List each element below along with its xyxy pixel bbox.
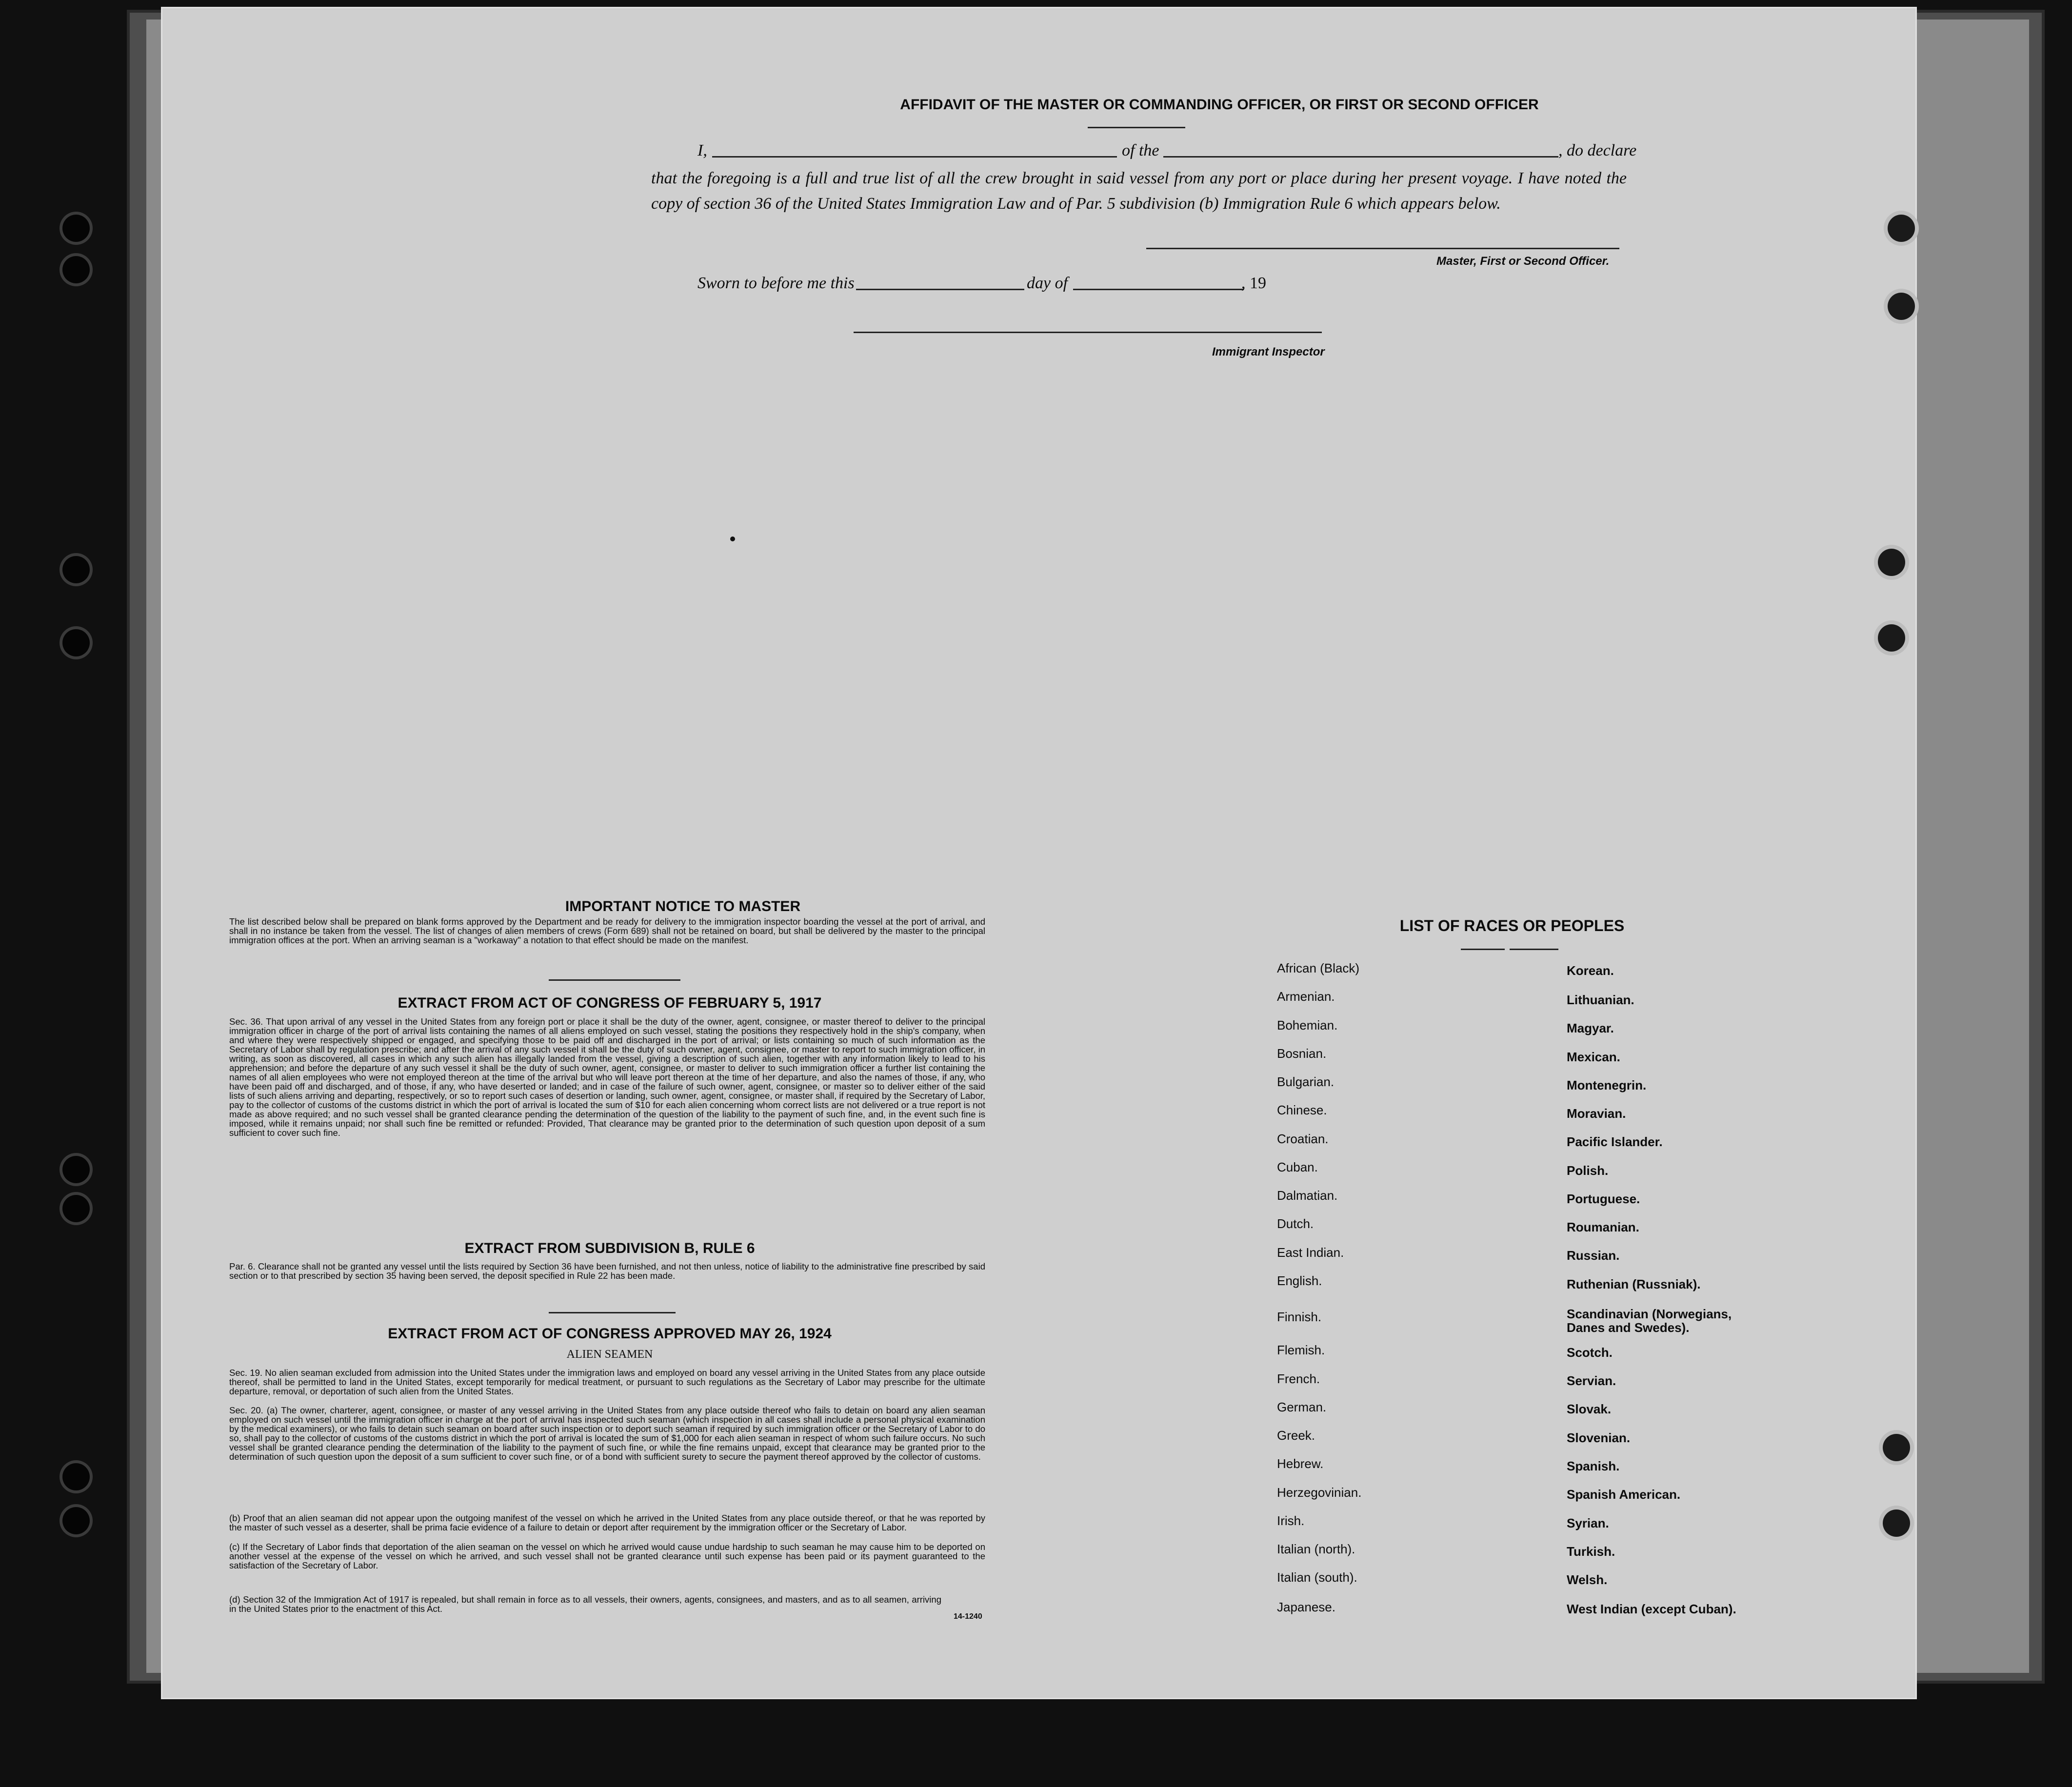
extract-rule6-title: EXTRACT FROM SUBDIVISION B, RULE 6	[464, 1240, 755, 1256]
race-item: Pacific Islander.	[1567, 1134, 1663, 1149]
race-item: Scotch.	[1567, 1345, 1613, 1360]
race-item: East Indian.	[1277, 1245, 1344, 1260]
inspector-signature-line[interactable]	[854, 332, 1322, 333]
extract-1917-title: EXTRACT FROM ACT OF CONGRESS OF FEBRUARY 5, 1917	[398, 995, 822, 1011]
extract-1924-sec20c: (c) If the Secretary of Labor finds that deportation of the alien seaman on the vessel on which he arrived would cause undue hardship to such seaman he may cause him to be deported on another vessel at the expense of the vessel on which he arrived, and such vessel shall not be granted clearance until such expense has been paid or its payment guaranteed to the satisfaction of the Secretary of Labor.	[229, 1542, 985, 1570]
sworn-month-blank[interactable]	[1073, 289, 1244, 290]
extract-1924-sec19: Sec. 19. No alien seaman excluded from admission into the United States under the immigration laws and employed on board any vessel arriving in the United States from any place outside thereof, shall be permitted to land in the United States, except temporarily for medical treatment, or pursuant to such regulations as the Secretary of Labor may prescribe for the ultimate departure, removal, or deportation of such alien from the United States.	[229, 1368, 985, 1396]
sworn-day-label: day of	[1027, 274, 1068, 292]
race-item: Montenegrin.	[1567, 1078, 1647, 1092]
affidavit-of-label: of the	[1122, 141, 1159, 159]
race-item: Bosnian.	[1277, 1046, 1327, 1061]
binder-hole	[1878, 624, 1905, 652]
binder-hole	[1888, 293, 1915, 320]
extract-1924-title: EXTRACT FROM ACT OF CONGRESS APPROVED MAY 26, 1924	[388, 1326, 832, 1342]
sworn-date-blank[interactable]	[856, 289, 1024, 290]
race-item: Italian (south).	[1277, 1570, 1357, 1585]
race-item: Slovenian.	[1567, 1430, 1631, 1445]
divider	[1461, 949, 1505, 950]
affidavit-paragraph: that the foregoing is a full and true list of all the crew brought in said vessel from any port or place during her present voyage. I have noted the copy of section 36 of the United States Immigration Law and of Par. 5 subdivision (b) Immigration Rule 6 which appears below.	[651, 169, 1627, 213]
divider	[549, 1312, 676, 1313]
binder-hole	[1883, 1434, 1910, 1461]
ink-dot	[730, 536, 735, 541]
race-item: Roumanian.	[1567, 1220, 1639, 1234]
race-item: Polish.	[1567, 1163, 1609, 1178]
binder-hole	[62, 215, 90, 242]
race-item: Bohemian.	[1277, 1018, 1338, 1032]
binder-hole	[62, 1156, 90, 1183]
race-item: Dalmatian.	[1277, 1188, 1338, 1203]
race-item: Dutch.	[1277, 1216, 1314, 1231]
divider	[1510, 949, 1558, 950]
race-item: French.	[1277, 1371, 1320, 1386]
race-item: Chinese.	[1277, 1103, 1327, 1117]
race-item: Cuban.	[1277, 1160, 1318, 1174]
binder-hole	[1888, 215, 1915, 242]
race-item: Mexican.	[1567, 1050, 1620, 1064]
officer-signature-label: Master, First or Second Officer.	[1436, 255, 1610, 268]
extract-1924-subtitle: ALIEN SEAMEN	[566, 1348, 653, 1361]
race-item: Moravian.	[1567, 1106, 1626, 1121]
binder-hole	[62, 1507, 90, 1534]
race-item: Lithuanian.	[1567, 993, 1634, 1007]
race-item: Russian.	[1567, 1248, 1620, 1263]
race-item: Korean.	[1567, 963, 1614, 978]
officer-signature-line[interactable]	[1146, 248, 1619, 249]
divider	[549, 979, 680, 981]
sworn-label: Sworn to before me this	[697, 274, 855, 292]
race-item: West Indian (except Cuban).	[1567, 1602, 1736, 1616]
extract-1924-sec20b: (b) Proof that an alien seaman did not appear upon the outgoing manifest of the vessel on which he arrived in the United States from any place outside thereof, or that he was reported by the master of such vessel as a deserter, shall be prima facie evidence of a failure to detain or deport after requirement by the immigration officer or the Secretary of Labor.	[229, 1513, 985, 1532]
race-item: Hebrew.	[1277, 1456, 1324, 1471]
extract-1917-body: Sec. 36. That upon arrival of any vessel in the United States from any foreign port or place it shall be the duty of the owner, agent, consignee, or master thereof to deliver to the principal immigration officer in charge of the port of arrival lists containing the names of all aliens employed on such vessel, stating the positions they respectively hold in the ship's company, when and where they were respectively shipped or engaged, and specifying those to be paid off and discharged in the port of arrival; or lists containing so much of such information as the Secretary of Labor shall by regulation prescribe; and after the arrival of any such vessel it shall be the duty of such owner, agent, consignee, or master to report to such immigration officer, in writing, as soon as discovered, all cases in which any such alien has illegally landed from the vessel, giving a description of such alien, together with any information likely to lead to his apprehension; and before the departure of any such vessel it shall be the duty of such owner, agent, consignee, or master to deliver to such immigration officer a further list containing the names of all alien employees who were not employed thereon at the time of the arrival but who will leave port thereon at the time of her departure, and also the names of those, if any, who have been paid off and discharged, and of those, if any, who have deserted or landed; and in case of the failure of such owner, agent, consignee, or master so to deliver either of the said lists of such aliens arriving and departing, respectively, or so to report such cases of desertion or landing, such owner, agent, consignee, or master shall, if required by the Secretary of Labor, pay to the collector of customs of the customs district in which the port of arrival is located the sum of $10 for each alien concerning whom correct lists are not delivered or a true report is not made as above required; and no such vessel shall be granted clearance pending the determination of the question of the liability to the payment of such fine, and, in the event such fine is imposed, while it remains unpaid; nor shall such fine be remitted or refunded: Provided, That clearance may be granted prior to the determination of such question upon deposit of a sum sufficient to cover such fine.	[229, 1016, 985, 1138]
extract-1924-sec20a: Sec. 20. (a) The owner, charterer, agent, consignee, or master of any vessel arriving in the United States from any place outside thereof who fails to detain on board any alien seaman employed on such vessel until the immigration officer in charge at the port of arrival has inspected such seaman (which inspection in all cases shall include a personal physical examination by the medical examiners), or who fails to detain such seaman on board after such inspection or to deport such seaman if required by such immigration officer or the Secretary of Labor to do so, shall pay to the collector of customs of the customs district in which the port of arrival is located the sum of $1,000 for each alien seaman in respect of whom such failure occurs. No such vessel shall be granted clearance pending the determination of the liability to the payment of such fine, or while the fine remains unpaid, except that clearance may be granted prior to the determination of such question upon the deposit of a sum sufficient to cover such fine, or of a bond with sufficient surety to secure the payment thereof approved by the collector of customs.	[229, 1405, 985, 1462]
extract-1924-sec20d: (d) Section 32 of the Immigration Act of 1917 is repealed, but shall remain in force as to all vessels, their owners, agents, consignees, and masters, and as to all seamen, arriving in the United States prior to the enactment of this Act.	[229, 1594, 941, 1614]
binder-hole	[62, 629, 90, 656]
race-item: English.	[1277, 1273, 1322, 1288]
race-item: Slovak.	[1567, 1402, 1612, 1416]
binder-hole	[62, 556, 90, 583]
binder-hole	[62, 256, 90, 283]
race-item: Greek.	[1277, 1428, 1315, 1443]
divider	[1088, 127, 1185, 128]
extract-rule6-body: Par. 6. Clearance shall not be granted any vessel until the lists required by Section 36 have been furnished, and not then unless, notice of liability to the administrative fine prescribed by said section or to that prescribed by section 35 having been served, the deposit specified in Rule 22 has been made.	[229, 1261, 985, 1281]
race-item: Japanese.	[1277, 1600, 1335, 1614]
race-item: Armenian.	[1277, 989, 1335, 1004]
race-item: Magyar.	[1567, 1021, 1614, 1035]
binder-hole	[62, 1463, 90, 1490]
race-item: Croatian.	[1277, 1132, 1329, 1146]
race-item: German.	[1277, 1400, 1327, 1414]
vessel-blank-line[interactable]	[1163, 156, 1558, 158]
races-title: LIST OF RACES OR PEOPLES	[1399, 917, 1625, 934]
race-item: Spanish American.	[1567, 1487, 1681, 1502]
notice-title: IMPORTANT NOTICE TO MASTER	[565, 898, 801, 914]
race-item: Turkish.	[1567, 1544, 1615, 1559]
race-item: Flemish.	[1277, 1343, 1325, 1357]
notice-body: The list described below shall be prepared on blank forms approved by the Department and be ready for delivery to the immigration inspector boarding the vessel at the port of arrival, and shall in no instance be taken from the vessel. The list of changes of alien members of crews (Form 689) shall not be retained on board, but shall be delivered by the master to the principal immigration offices at the port. When an arriving seaman is a "workaway" a notation to that effect should be made on the manifest.	[229, 916, 985, 945]
race-item: Italian (north).	[1277, 1542, 1355, 1556]
race-item: African (Black)	[1277, 961, 1360, 975]
race-item: Scandinavian (Norwegians, Danes and Swedes).	[1567, 1307, 1732, 1335]
affidavit-i-label: I,	[697, 141, 707, 159]
race-item: Portuguese.	[1567, 1191, 1640, 1206]
race-item: Servian.	[1567, 1373, 1616, 1388]
binder-hole	[62, 1195, 90, 1222]
binder-hole	[1883, 1509, 1910, 1537]
sworn-year-label: , 19	[1241, 274, 1266, 292]
race-item: Finnish.	[1277, 1310, 1322, 1324]
race-item: Spanish.	[1567, 1459, 1620, 1473]
race-item: Ruthenian (Russniak).	[1567, 1277, 1701, 1291]
name-blank-line[interactable]	[712, 156, 1117, 158]
form-number: 14-1240	[954, 1612, 982, 1621]
affidavit-declare-label: , do declare	[1558, 141, 1637, 159]
inspector-signature-label: Immigrant Inspector	[1212, 345, 1325, 358]
affidavit-title: AFFIDAVIT OF THE MASTER OR COMMANDING OFFICER, OR FIRST OR SECOND OFFICER	[900, 97, 1539, 113]
race-item: Bulgarian.	[1277, 1074, 1335, 1089]
race-item: Irish.	[1277, 1513, 1305, 1528]
race-item: Welsh.	[1567, 1572, 1608, 1587]
race-item: Syrian.	[1567, 1516, 1609, 1530]
binder-hole	[1878, 549, 1905, 576]
race-item: Herzegovinian.	[1277, 1485, 1362, 1500]
